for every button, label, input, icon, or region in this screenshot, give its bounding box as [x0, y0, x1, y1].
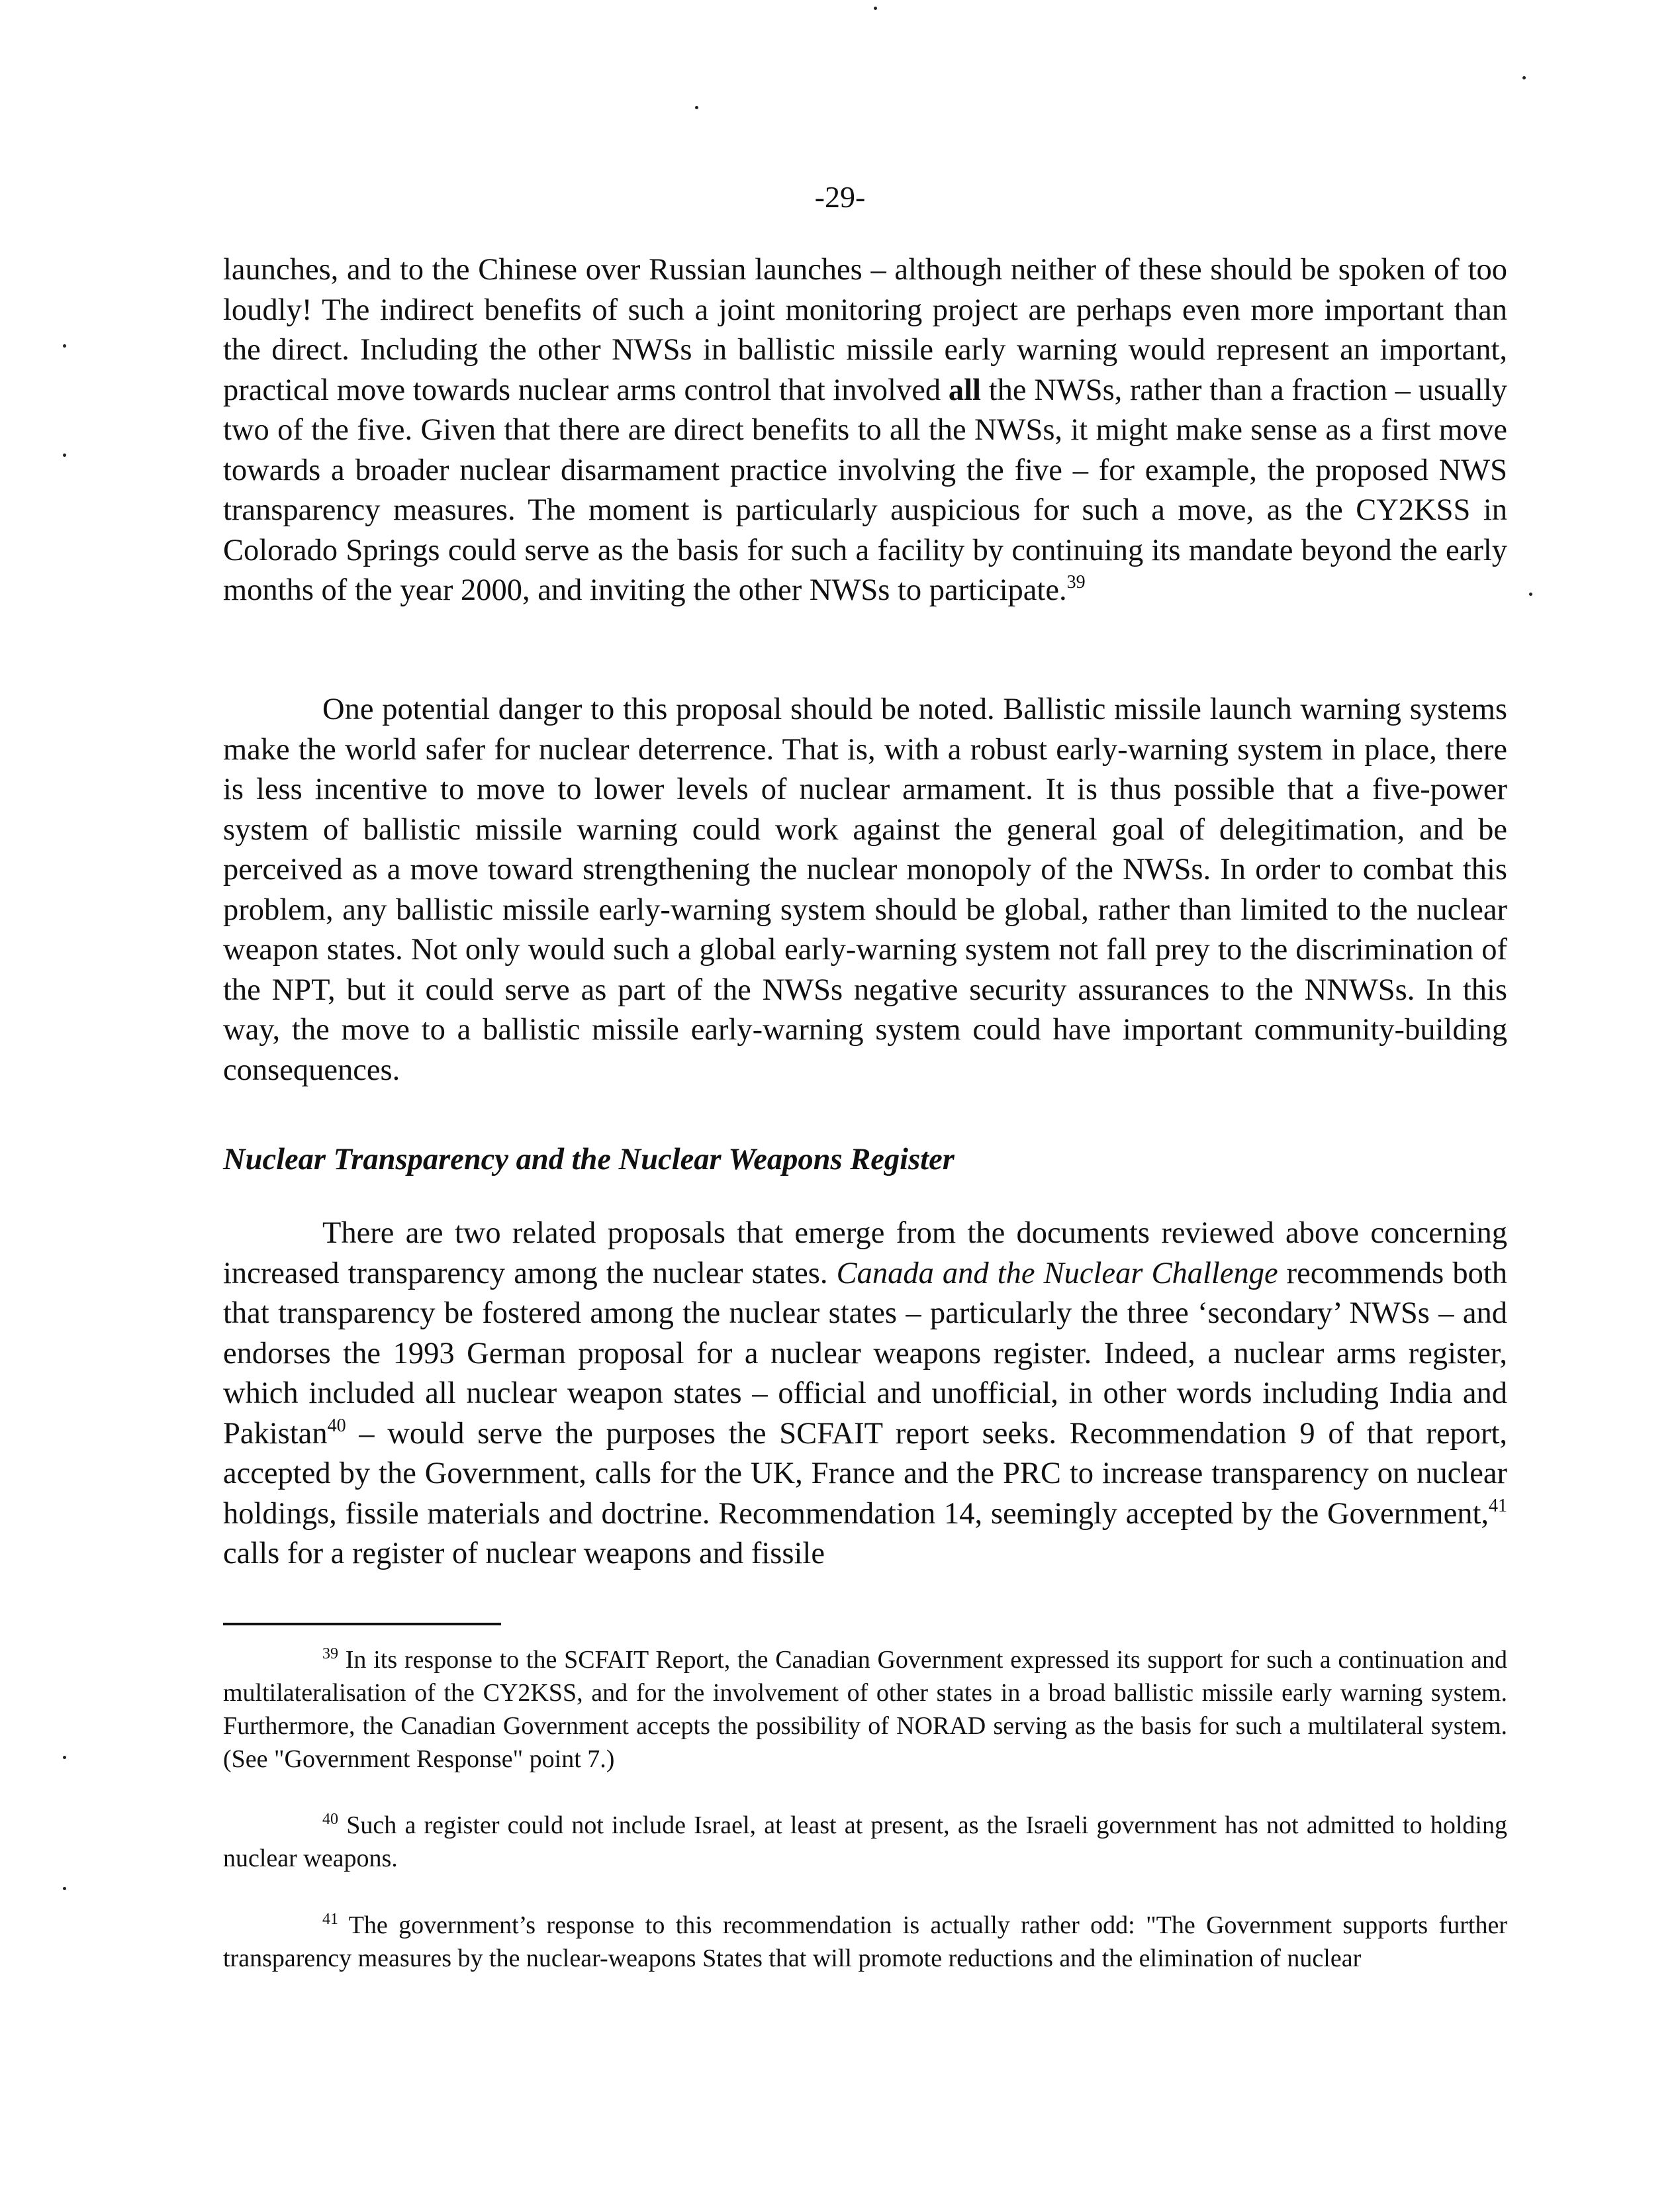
- italic-title: Canada and the Nuclear Challenge: [836, 1256, 1278, 1290]
- footnote-reference-41[interactable]: 41: [1489, 1495, 1507, 1516]
- paragraph-potential-danger: One potential danger to this proposal should be noted. Ballistic missile launch warning systems make the world safer for nuclear deterrence. That is, with a robust early-warning system in place, there is less incentive to move to lower levels of nuclear armament. It is thus possible that a five-power system of ballistic missile warning could work against the general goal of delegitimation, and be perceived as a move toward strengthening the nuclear monopoly of the NWSs. In order to combat this problem, any ballistic missile early-warning system should be global, rather than limited to the nuclear weapon states. Not only would such a global early-warning system not fall prey to the discrimination of the NPT, but it could serve as part of the NWSs negative security assurances to the NNWSs. In this way, the move to a ballistic missile early-warning system could have important community-building consequences.: [223, 693, 1507, 1087]
- scan-speck: [63, 454, 66, 457]
- paragraph-transparency-proposals: [223, 1214, 1507, 1574]
- scan-speck: [63, 1887, 66, 1890]
- text-run: the NWSs, rather than a fraction – usually two of the five. Given that there are direct benefits to all the NWSs, it might make sense as a first move towards a broader nuclear disarmament practice involving the five – for example, the proposed NWS transparency measures. The moment is particularly auspicious for such a move, as the CY2KSS in Colorado Springs could serve as the basis for such a facility by continuing its mandate beyond the early months of the year 2000, and inviting the other NWSs to participate.: [223, 373, 1507, 607]
- section-heading: Nuclear Transparency and the Nuclear Weapons Register: [223, 1143, 955, 1176]
- footnote-number: 40: [322, 1811, 338, 1828]
- scan-speck: [63, 344, 66, 348]
- text-run: launches, and to the Chinese over Russian launches – although neither of these should be spoken of too loudly! The indirect benefits of such a joint monitoring project are perhaps even more important than the direct. Including the other NWSs in ballistic missile early warning would represent an important, practical move towards nuclear arms control that involved: [223, 253, 1507, 407]
- footnote-41: [223, 1909, 1507, 1975]
- footnote-separator: [223, 1623, 501, 1625]
- scan-speck: [874, 7, 877, 10]
- text-run: There are two related proposals that emerge from the documents reviewed above concerning increased transparency among the nuclear states.: [223, 1216, 1507, 1290]
- footnote-reference-40[interactable]: 40: [327, 1415, 346, 1436]
- scan-speck: [1529, 593, 1532, 596]
- footnote-40: [223, 1809, 1507, 1875]
- footnote-text: In its response to the SCFAIT Report, the Canadian Government expressed its support for such a continuation and multilateralisation of the CY2KSS, and for the involvement of other states in a broad ballistic missile early warning system. Furthermore, the Canadian Government accepts the possibility of NORAD serving as the basis for such a multilateral system. (See "Government Response" point 7.): [223, 1646, 1507, 1773]
- footnote-text: Such a register could not include Israel, at least at present, as the Israeli government has not admitted to holding nuclear weapons.: [223, 1811, 1507, 1872]
- page-number: -29-: [814, 180, 866, 214]
- text-run: calls for a register of nuclear weapons and fissile: [223, 1537, 825, 1570]
- scan-speck: [1522, 76, 1526, 79]
- footnote-number: 41: [322, 1911, 338, 1928]
- bold-emphasis: all: [948, 373, 981, 407]
- footnote-number: 39: [322, 1645, 338, 1662]
- text-run: recommends both that transparency be fostered among the nuclear states – particularly the three ‘secondary’ NWSs – and endorses the 1993 German proposal for a nuclear weapons register. Indeed, a nuclear arms register, which included all nuclear weapon states – official and unofficial, in other words including India and Pakistan: [223, 1256, 1507, 1451]
- text-run: – would serve the purposes the SCFAIT report seeks. Recommendation 9 of that report, accepted by the Government, calls for the UK, France and the PRC to increase transparency on nuclear holdings, fissile materials and doctrine. Recommendation 14, seemingly accepted by the Government,: [223, 1416, 1507, 1531]
- footnote-text: The government’s response to this recommendation is actually rather odd: "The Government supports further transparency measures by the nuclear-weapons States that will promote reductions and the elimination of nuclear: [223, 1911, 1507, 1972]
- scan-speck: [695, 106, 698, 109]
- footnote-39: [223, 1643, 1507, 1776]
- paragraph-early-warning-benefits: [223, 250, 1507, 611]
- scan-speck: [63, 1756, 66, 1759]
- footnote-reference-39[interactable]: 39: [1066, 572, 1086, 593]
